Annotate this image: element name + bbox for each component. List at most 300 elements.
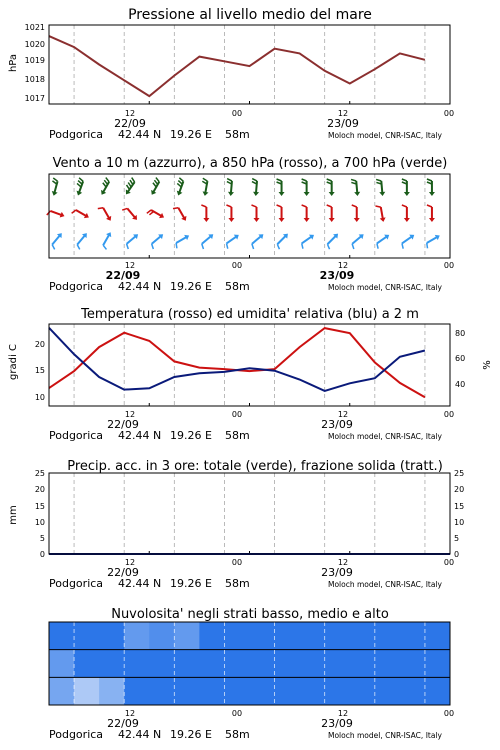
wind-barb: [126, 178, 135, 195]
wind-barb-head: [279, 192, 285, 196]
precip-yticks-left: [35, 469, 45, 559]
wind-barb-feather: [227, 243, 228, 248]
wind-panel: [47, 156, 454, 293]
pressure-yticks: [25, 23, 45, 103]
cloud-cell: [99, 622, 125, 650]
wind-barb: [103, 232, 111, 249]
wind-barb: [402, 179, 410, 196]
station-lon: 19.26 E: [170, 280, 212, 293]
cloud-cell: [174, 622, 200, 650]
wind-barb: [277, 179, 285, 196]
cloud-cell: [250, 677, 276, 705]
precip-ytick: 10: [34, 518, 45, 527]
x-tick-hour: 12: [337, 109, 349, 118]
wind-barb-feather: [153, 183, 156, 187]
wind-barb: [327, 179, 335, 196]
wind-barb-feather: [327, 205, 332, 207]
wind-barb-feather: [327, 244, 329, 249]
wind-barb-shaft: [127, 208, 135, 217]
wind-barb-feather: [98, 208, 103, 209]
wind-barb-feather: [302, 205, 307, 207]
wind-frame: [49, 174, 450, 258]
cloud-cell: [124, 650, 150, 678]
wind-barb-feather: [351, 179, 356, 181]
x-tick-hour: 12: [124, 261, 136, 270]
humidity-ylabel: %: [482, 360, 493, 370]
wind-barb-shaft: [176, 237, 186, 243]
station-elevation: 58m: [225, 280, 250, 293]
cloud-cell: [199, 622, 225, 650]
precip-ytick: 25: [34, 469, 45, 478]
humidity-ytick: 80: [455, 329, 466, 338]
station-elevation: 58m: [225, 728, 250, 741]
wind-barb: [302, 205, 310, 222]
pressure-grid: [74, 25, 450, 104]
wind-barb-feather: [176, 243, 177, 248]
wind-barb: [98, 208, 111, 221]
wind-barb: [147, 210, 164, 218]
wind-barb-feather: [177, 183, 181, 187]
wind-barb-shaft: [277, 236, 285, 244]
cloud-cell: [300, 677, 326, 705]
x-tick-date: 22/09: [107, 717, 139, 730]
wind-barb: [52, 233, 62, 249]
wind-barb-head: [203, 191, 209, 195]
pressure-ytick: 1018: [24, 75, 45, 84]
wind-barb-shaft: [52, 235, 60, 244]
x-tick-hour: 12: [124, 558, 136, 567]
wind-barb-shaft: [327, 236, 335, 244]
model-credit: Moloch model, CNR-ISAC, Italy: [328, 731, 442, 740]
cloud-cell: [174, 650, 200, 678]
cloud-cell: [124, 677, 150, 705]
wind-barb-head: [329, 218, 335, 222]
wind-barb-feather: [154, 180, 157, 184]
wind-barb: [202, 178, 208, 196]
wind-barb: [202, 234, 213, 249]
wind-barb: [351, 179, 360, 195]
pressure-title: Pressione al livello medio del mare: [128, 7, 372, 23]
precip-ytick: 15: [454, 502, 465, 511]
wind-barb-feather: [103, 183, 106, 187]
wind-barb-feather: [77, 183, 81, 187]
pressure-panel: [8, 7, 454, 141]
wind-barb-feather: [327, 179, 332, 181]
wind-barb-head: [304, 218, 310, 222]
cloud-cell: [300, 650, 326, 678]
cloud-panel: [49, 607, 454, 741]
wind-barb-shaft: [381, 181, 382, 193]
precip-grid: [74, 473, 450, 554]
wind-barb: [227, 235, 239, 249]
x-tick-hour: 12: [124, 410, 136, 419]
wind-barb-feather: [277, 205, 282, 207]
x-tick-date: 23/09: [327, 117, 359, 130]
x-tick-hour: 00: [443, 709, 455, 718]
cloud-cell: [124, 622, 150, 650]
wind-barb-head: [429, 218, 435, 222]
cloud-cell: [149, 677, 175, 705]
wind-barb-feather: [132, 178, 135, 183]
x-tick-hour: 00: [231, 261, 243, 270]
x-tick-date: 23/09: [321, 717, 353, 730]
cloud-cell: [350, 650, 376, 678]
pressure-frame: [49, 25, 450, 104]
wind-barb-head: [429, 192, 435, 196]
humidity-yticks: [455, 329, 465, 389]
wind-barb-head: [404, 192, 410, 196]
wind-barb-feather: [402, 243, 403, 248]
temperature-yticks: [35, 340, 45, 402]
pressure-ylabel: hPa: [8, 53, 19, 73]
wind-xticks: [106, 261, 454, 282]
cloud-cell: [350, 622, 376, 650]
temperature-xticks: [107, 410, 454, 431]
wind-barb-feather: [375, 206, 380, 207]
wind-barbs: [47, 178, 440, 250]
wind-barb-feather: [147, 210, 151, 213]
cloud-cell: [325, 622, 351, 650]
wind-barb-shaft: [381, 207, 383, 219]
wind-barb-feather: [156, 178, 159, 182]
x-tick-hour: 12: [124, 109, 136, 118]
cloud-cell: [375, 650, 401, 678]
cloud-cell: [275, 650, 301, 678]
humidity-ytick: 40: [455, 380, 466, 389]
station-lat: 42.44 N: [118, 577, 162, 590]
wind-barb-shaft: [252, 236, 261, 244]
model-credit: Moloch model, CNR-ISAC, Italy: [328, 131, 442, 140]
station-lon: 19.26 E: [170, 128, 212, 141]
cloud-cell: [300, 622, 326, 650]
x-tick-date: 22/09: [107, 566, 139, 579]
temperature-ylabel: gradi C: [8, 344, 19, 380]
x-tick-hour: 12: [337, 709, 349, 718]
cloud-cell: [224, 677, 250, 705]
x-tick-hour: 00: [443, 261, 455, 270]
station-lon: 19.26 E: [170, 728, 212, 741]
wind-barb: [327, 234, 338, 250]
x-tick-hour: 00: [231, 558, 243, 567]
model-credit: Moloch model, CNR-ISAC, Italy: [328, 283, 442, 292]
cloud-cell: [250, 650, 276, 678]
precip-ytick: 20: [454, 485, 465, 494]
station-elevation: 58m: [225, 128, 250, 141]
wind-barb: [101, 178, 109, 195]
station-name: Podgorica: [49, 280, 104, 293]
cloud-cell: [375, 622, 401, 650]
wind-barb-shaft: [256, 181, 257, 193]
wind-barb-feather: [252, 205, 257, 207]
cloud-xticks: [107, 709, 454, 730]
wind-barb-feather: [427, 179, 432, 181]
station-name: Podgorica: [49, 728, 104, 741]
wind-barb-feather: [376, 179, 381, 181]
temperature-ytick: 10: [34, 393, 45, 402]
station-name: Podgorica: [49, 128, 104, 141]
wind-barb-feather: [149, 212, 153, 215]
cloud-cell: [275, 677, 301, 705]
x-tick-hour: 00: [231, 709, 243, 718]
wind-barb: [302, 179, 310, 196]
cloud-cell: [49, 622, 75, 650]
wind-barb-head: [304, 192, 310, 196]
wind-barb-shaft: [356, 181, 357, 193]
cloud-cell: [350, 677, 376, 705]
wind-barb: [352, 234, 363, 249]
wind-barb: [302, 235, 314, 249]
precip-yticks-right: [454, 469, 464, 559]
x-tick-hour: 00: [231, 410, 243, 419]
station-lon: 19.26 E: [170, 429, 212, 442]
wind-barb-feather: [79, 178, 83, 182]
cloud-cell: [99, 677, 125, 705]
temperature-title: Temperatura (rosso) ed umidita' relativa (blu) a 2 m: [81, 307, 419, 322]
wind-barb-shaft: [152, 236, 161, 244]
wind-barb: [427, 179, 435, 196]
wind-barb-head: [354, 218, 360, 222]
temperature-ytick: 15: [34, 366, 45, 375]
wind-barb: [177, 178, 184, 196]
cloud-cell: [174, 677, 200, 705]
precip-title: Precip. acc. in 3 ore: totale (verde), frazione solida (tratt.): [67, 459, 443, 474]
wind-barb-feather: [352, 205, 357, 207]
wind-barb-shaft: [76, 210, 86, 216]
cloud-cell: [425, 622, 451, 650]
wind-barb-head: [379, 192, 385, 196]
wind-barb-feather: [427, 243, 428, 248]
wind-barb-shaft: [352, 236, 361, 244]
x-tick-hour: 12: [337, 261, 349, 270]
station-name: Podgorica: [49, 429, 104, 442]
wind-barb-feather: [77, 245, 80, 250]
cloud-heatmap: [49, 622, 451, 705]
wind-barb: [402, 205, 410, 222]
wind-barb-head: [228, 218, 234, 222]
wind-barb-feather: [277, 244, 279, 249]
pressure-ytick: 1019: [24, 56, 45, 65]
wind-barb: [352, 205, 360, 222]
cloud-cell: [49, 650, 75, 678]
wind-barb-feather: [106, 178, 109, 182]
temperature-series-line: [49, 328, 425, 397]
wind-barb-feather: [201, 205, 206, 207]
wind-barb-head: [279, 218, 285, 222]
station-elevation: 58m: [225, 429, 250, 442]
wind-barb-shaft: [178, 208, 184, 218]
wind-barb-feather: [130, 180, 133, 185]
wind-barb-feather: [352, 244, 354, 249]
wind-barb: [376, 179, 385, 195]
precip-ytick: 0: [454, 550, 460, 559]
wind-barb: [127, 234, 138, 249]
cloud-cell: [199, 677, 225, 705]
cloud-cell: [149, 622, 175, 650]
wind-barb: [327, 205, 335, 222]
cloud-cell: [375, 677, 401, 705]
wind-barb-feather: [377, 243, 378, 248]
wind-barb-feather: [127, 244, 129, 249]
cloud-cell: [400, 622, 426, 650]
x-tick-hour: 00: [231, 109, 243, 118]
cloud-cell: [425, 650, 451, 678]
wind-barb-feather: [302, 179, 307, 181]
cloud-cell: [74, 650, 100, 678]
wind-barb-feather: [122, 208, 127, 210]
wind-barb-shaft: [231, 181, 232, 193]
wind-barb-feather: [402, 179, 407, 181]
cloud-cell: [425, 677, 451, 705]
wind-barb: [402, 235, 414, 249]
x-tick-hour: 12: [337, 558, 349, 567]
wind-barb: [201, 205, 209, 222]
wind-barb-feather: [178, 181, 182, 185]
temperature-panel: [8, 307, 493, 442]
station-lat: 42.44 N: [118, 280, 162, 293]
wind-barb: [427, 205, 435, 222]
wind-barb-shaft: [402, 237, 412, 244]
precip-ytick: 20: [34, 485, 45, 494]
wind-barb-shaft: [302, 237, 312, 244]
humidity-ytick: 60: [455, 354, 466, 363]
x-tick-date: 22/09: [105, 269, 141, 282]
temperature-ytick: 20: [34, 340, 45, 349]
wind-barb-feather: [53, 178, 57, 181]
cloud-cell: [74, 677, 100, 705]
precip-ytick: 5: [39, 534, 45, 543]
cloud-cell: [49, 677, 75, 705]
wind-barb-shaft: [427, 237, 437, 243]
wind-barb-head: [228, 192, 234, 196]
precip-xticks: [107, 558, 454, 579]
wind-barb-feather: [226, 205, 231, 207]
x-tick-hour: 12: [124, 709, 136, 718]
cloud-cell: [99, 650, 125, 678]
cloud-cell: [400, 677, 426, 705]
x-tick-hour: 12: [337, 410, 349, 419]
wind-barb-head: [254, 218, 260, 222]
wind-barb-shaft: [202, 236, 211, 244]
precip-ytick: 0: [39, 550, 45, 559]
wind-barb-feather: [52, 245, 55, 250]
wind-barb-shaft: [103, 208, 109, 218]
wind-barb-feather: [179, 178, 183, 182]
wind-barb-shaft: [227, 237, 237, 244]
wind-barb-shaft: [103, 235, 109, 245]
x-tick-hour: 00: [443, 558, 455, 567]
wind-barb: [427, 235, 440, 248]
precip-ytick: 10: [454, 518, 465, 527]
humidity-series-line: [49, 328, 425, 391]
wind-barb-shaft: [77, 235, 85, 244]
wind-barb: [252, 179, 259, 196]
wind-barb-shaft: [127, 236, 136, 244]
wind-barb-head: [329, 192, 335, 196]
cloud-cell: [149, 650, 175, 678]
wind-barb-feather: [173, 208, 178, 209]
wind-barb-shaft: [50, 211, 61, 215]
wind-barb-shaft: [377, 237, 387, 244]
cloud-cell: [325, 677, 351, 705]
wind-barb-head: [253, 192, 259, 196]
wind-barb: [152, 234, 163, 249]
wind-barb: [151, 178, 159, 195]
wind-barb-feather: [203, 178, 208, 181]
precip-panel: [8, 459, 464, 590]
x-tick-date: 23/09: [321, 566, 353, 579]
wind-barb: [52, 178, 58, 196]
wind-barb-head: [380, 217, 386, 221]
x-tick-hour: 00: [443, 109, 455, 118]
wind-barb-feather: [52, 181, 56, 184]
wind-barb-head: [203, 218, 209, 222]
pressure-xticks: [114, 109, 454, 130]
model-credit: Moloch model, CNR-ISAC, Italy: [328, 432, 442, 441]
wind-barb-feather: [152, 244, 154, 249]
wind-barb: [277, 234, 288, 250]
pressure-ytick: 1020: [24, 40, 45, 49]
precip-ytick: 5: [454, 534, 460, 543]
precip-frame: [49, 473, 450, 554]
wind-barb-feather: [202, 244, 204, 249]
station-name: Podgorica: [49, 577, 104, 590]
cloud-cell: [74, 622, 100, 650]
station-info: [49, 128, 443, 141]
wind-barb-feather: [427, 205, 432, 207]
cloud-cell: [199, 650, 225, 678]
x-tick-date: 22/09: [114, 117, 146, 130]
wind-barb-feather: [277, 179, 282, 181]
cloud-cell: [275, 622, 301, 650]
cloud-title: Nuvolosita' negli strati basso, medio e alto: [111, 607, 389, 622]
model-credit: Moloch model, CNR-ISAC, Italy: [328, 580, 442, 589]
wind-barb: [375, 206, 385, 222]
pressure-series-line: [49, 36, 425, 96]
station-lat: 42.44 N: [118, 128, 162, 141]
wind-barb: [226, 205, 234, 222]
station-elevation: 58m: [225, 577, 250, 590]
precip-ytick: 15: [34, 502, 45, 511]
wind-barb-feather: [104, 180, 107, 184]
x-tick-date: 23/09: [319, 269, 355, 282]
wind-barb-head: [404, 218, 410, 222]
precip-ytick: 25: [454, 469, 465, 478]
wind-barb-feather: [402, 205, 407, 207]
x-tick-date: 22/09: [107, 418, 139, 431]
precip-ylabel: mm: [8, 505, 19, 525]
wind-barb: [173, 208, 186, 221]
wind-barb-feather: [103, 245, 106, 249]
wind-barb-feather: [128, 182, 131, 187]
wind-barb-head: [354, 192, 360, 196]
cloud-cell: [400, 650, 426, 678]
wind-barb: [252, 234, 263, 249]
wind-barb-feather: [78, 181, 82, 185]
cloud-cell: [325, 650, 351, 678]
wind-title: Vento a 10 m (azzurro), a 850 hPa (rosso), a 700 hPa (verde): [52, 156, 448, 171]
wind-barb: [77, 178, 84, 196]
x-tick-date: 23/09: [321, 418, 353, 431]
cloud-cell: [224, 650, 250, 678]
wind-barb-feather: [127, 185, 130, 190]
cloud-cell: [250, 622, 276, 650]
wind-barb: [176, 235, 189, 248]
pressure-ytick: 1021: [24, 23, 45, 32]
wind-barb: [252, 205, 260, 222]
wind-barb-feather: [252, 179, 257, 181]
temperature-grid: [74, 324, 450, 406]
wind-barb: [377, 235, 389, 249]
